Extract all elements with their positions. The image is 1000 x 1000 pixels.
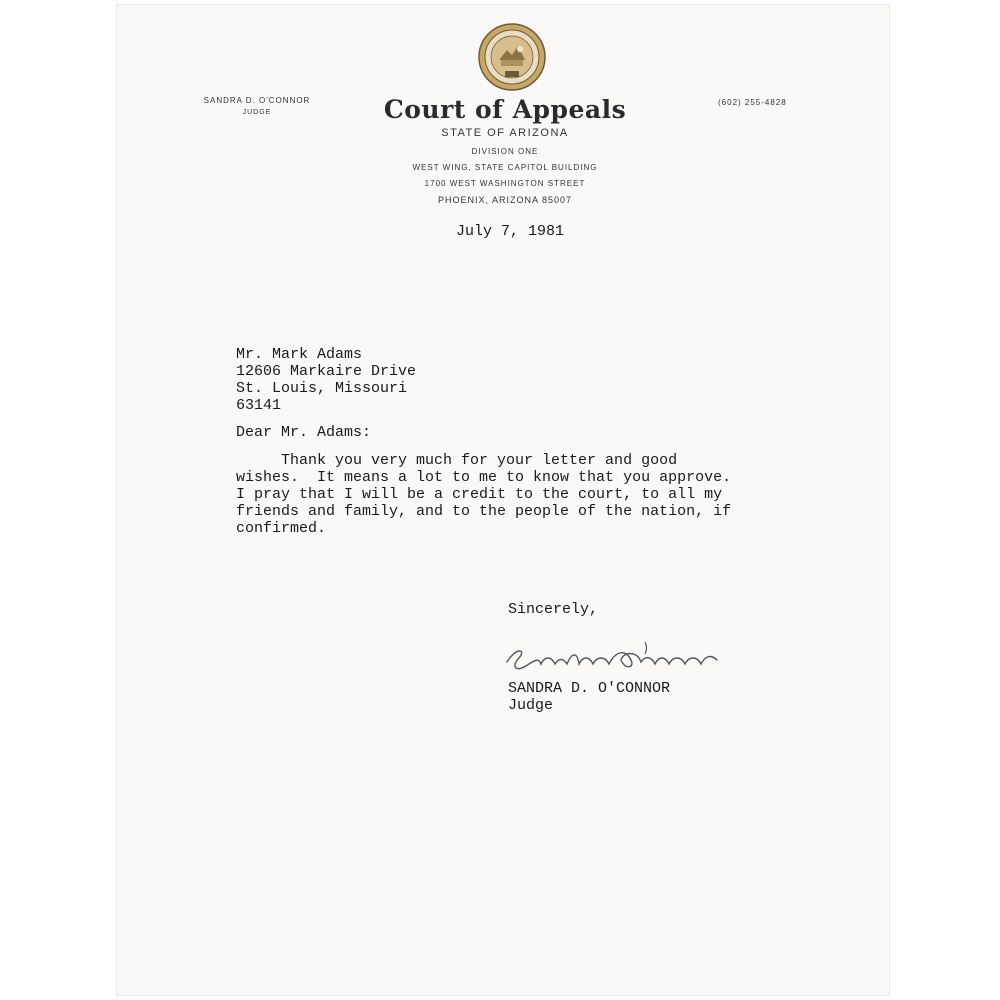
body-line: friends and family, and to the people of the nation, if bbox=[236, 503, 732, 520]
body-line: confirmed. bbox=[236, 520, 327, 537]
recipient-street: 12606 Markaire Drive bbox=[236, 363, 417, 380]
body-line: Thank you very much for your letter and good bbox=[236, 452, 678, 469]
salutation: Dear Mr. Adams: bbox=[236, 424, 372, 441]
recipient-zip: 63141 bbox=[236, 397, 282, 414]
body-line: wishes. It means a lot to me to know that you approve. bbox=[236, 469, 732, 486]
state-name: STATE OF ARIZONA bbox=[441, 127, 569, 139]
arizona-state-seal bbox=[477, 22, 547, 92]
letter-date: July 7, 1981 bbox=[455, 223, 565, 240]
signer-title: Judge bbox=[508, 697, 554, 714]
closing: Sincerely, bbox=[508, 601, 599, 618]
building-line: WEST WING, STATE CAPITOL BUILDING bbox=[412, 163, 598, 172]
phone-number: (602) 255-4828 bbox=[718, 98, 787, 107]
division-line: DIVISION ONE bbox=[471, 147, 539, 156]
signer-name: SANDRA D. O'CONNOR bbox=[508, 680, 671, 697]
street-line: 1700 WEST WASHINGTON STREET bbox=[424, 179, 586, 188]
body-line: I pray that I will be a credit to the court, to all my bbox=[236, 486, 723, 503]
recipient-name: Mr. Mark Adams bbox=[236, 346, 363, 363]
recipient-city: St. Louis, Missouri bbox=[236, 380, 408, 397]
handwritten-signature bbox=[505, 634, 805, 678]
city-line: PHOENIX, ARIZONA 85007 bbox=[437, 195, 573, 205]
judge-title-header: JUDGE bbox=[242, 109, 272, 116]
judge-name-header: SANDRA D. O'CONNOR bbox=[203, 96, 311, 105]
court-name: Court of Appeals bbox=[383, 95, 627, 124]
